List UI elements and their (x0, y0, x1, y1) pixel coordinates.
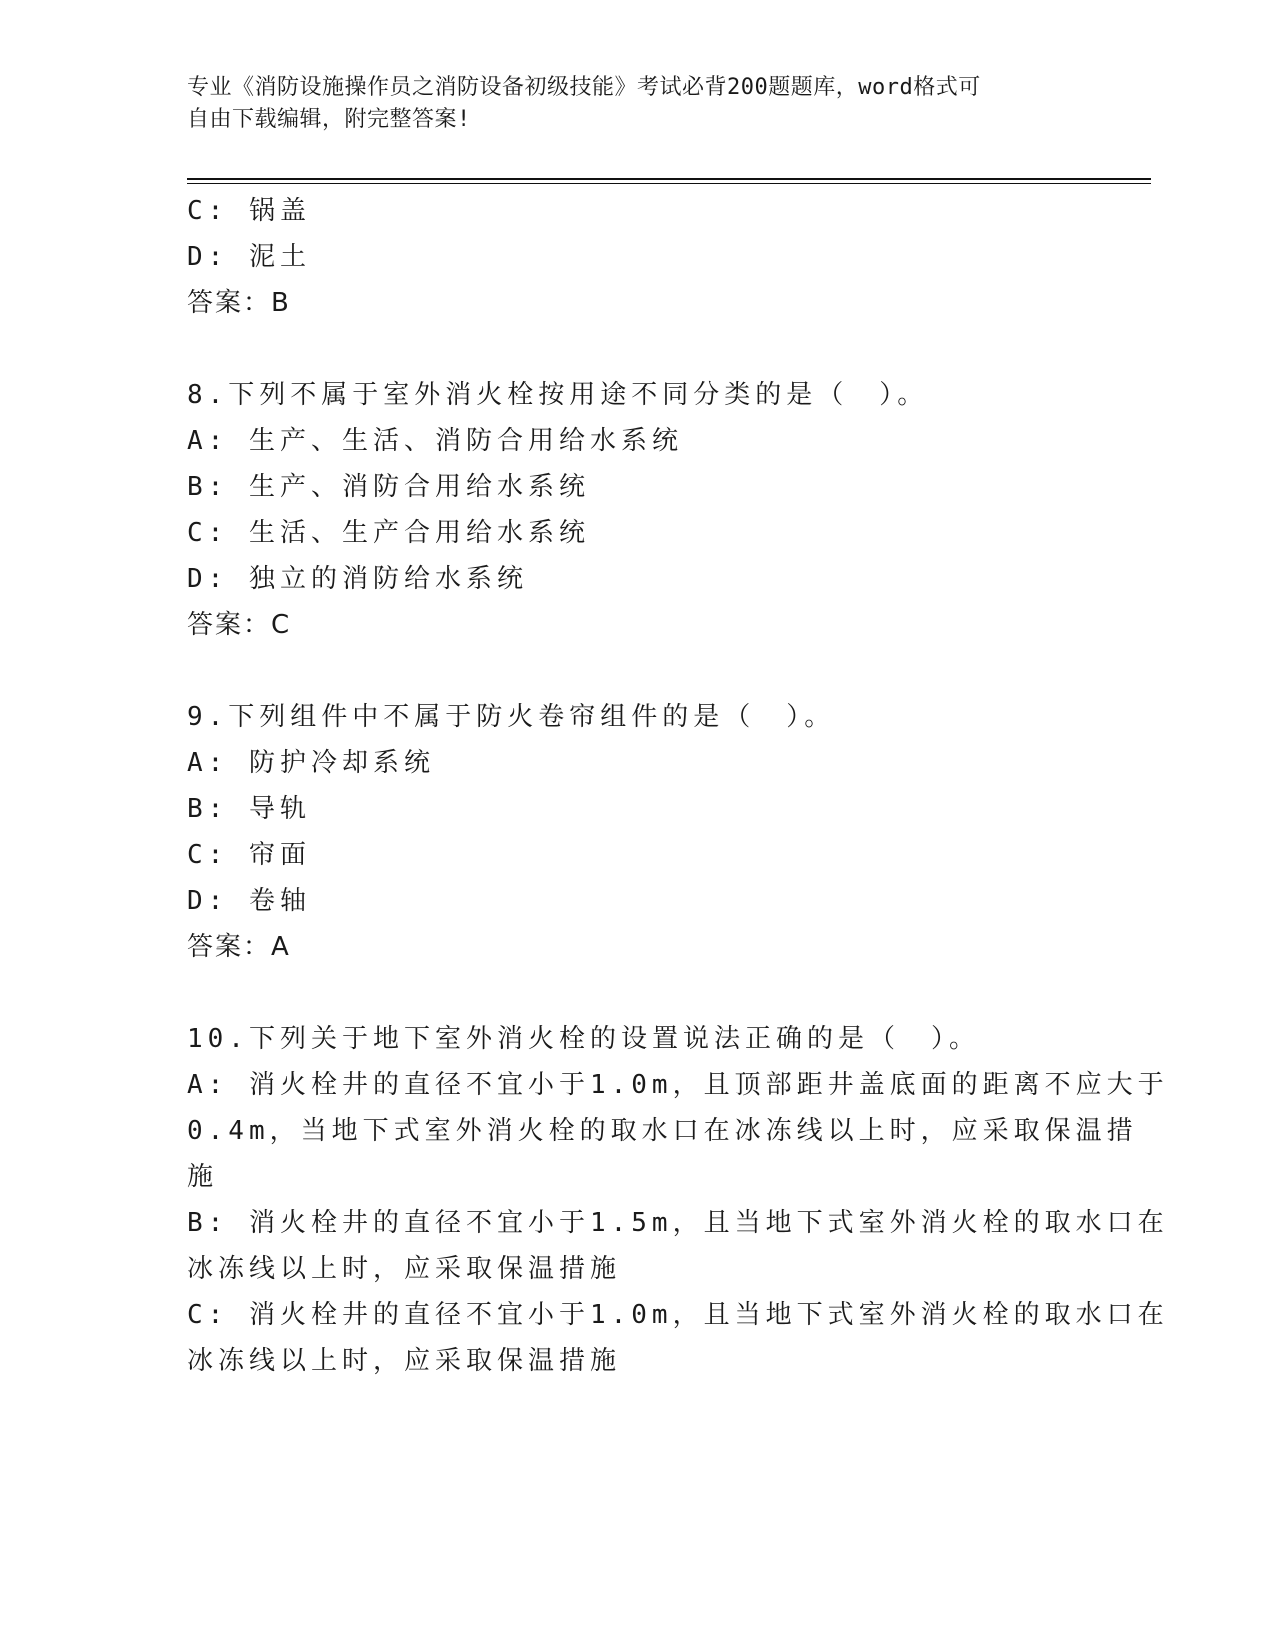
question-list (187, 188, 1169, 1384)
option-d: D: 独立的消防给水系统 (187, 564, 528, 594)
question-spacer (187, 970, 1087, 1016)
previous-question-tail (187, 188, 1087, 326)
option-d: D: 泥土 (187, 242, 311, 272)
header-divider-thick (187, 178, 1151, 180)
option-c: C: 帘面 (187, 840, 311, 870)
option-a-line-3: 施 (187, 1162, 219, 1192)
question-stem: 9.下列组件中不属于防火卷帘组件的是（ ）。 (187, 702, 836, 732)
question-stem: 8.下列不属于室外消火栓按用途不同分类的是（ ）。 (187, 380, 929, 410)
option-a-line-2: 0.4m，当地下式室外消火栓的取水口在冰冻线以上时，应采取保温措 (187, 1116, 1138, 1146)
answer-line: 答案：A (187, 932, 291, 962)
option-c-line-2: 冰冻线以上时，应采取保温措施 (187, 1346, 622, 1376)
option-b-line-2: 冰冻线以上时，应采取保温措施 (187, 1254, 622, 1284)
header-title-line-1: 专业《消防设施操作员之消防设备初级技能》考试必背200题题库，word格式可 (187, 75, 981, 100)
option-b: B: 生产、消防合用给水系统 (187, 472, 590, 502)
document-header (187, 72, 1087, 136)
option-a: A: 生产、生活、消防合用给水系统 (187, 426, 683, 456)
option-b: B: 导轨 (187, 794, 311, 824)
option-c-line-1: C: 消火栓井的直径不宜小于1.0m，且当地下式室外消火栓的取水口在 (187, 1300, 1169, 1330)
option-c: C: 锅盖 (187, 196, 311, 226)
option-b-line-1: B: 消火栓井的直径不宜小于1.5m，且当地下式室外消火栓的取水口在 (187, 1208, 1169, 1238)
question-10 (187, 1016, 1169, 1384)
question-stem: 10.下列关于地下室外消火栓的设置说法正确的是（ ）。 (187, 1024, 980, 1054)
header-title-line-2: 自由下载编辑，附完整答案! (187, 107, 471, 132)
header-divider-thin (187, 183, 1151, 184)
option-a: A: 防护冷却系统 (187, 748, 435, 778)
question-spacer (187, 326, 1087, 372)
question-9 (187, 694, 1087, 970)
answer-line: 答案：C (187, 610, 292, 640)
option-c: C: 生活、生产合用给水系统 (187, 518, 590, 548)
option-d: D: 卷轴 (187, 886, 311, 916)
question-8 (187, 372, 1087, 648)
answer-line: 答案：B (187, 288, 291, 318)
option-a-line-1: A: 消火栓井的直径不宜小于1.0m，且顶部距井盖底面的距离不应大于 (187, 1070, 1169, 1100)
question-spacer (187, 648, 1087, 694)
